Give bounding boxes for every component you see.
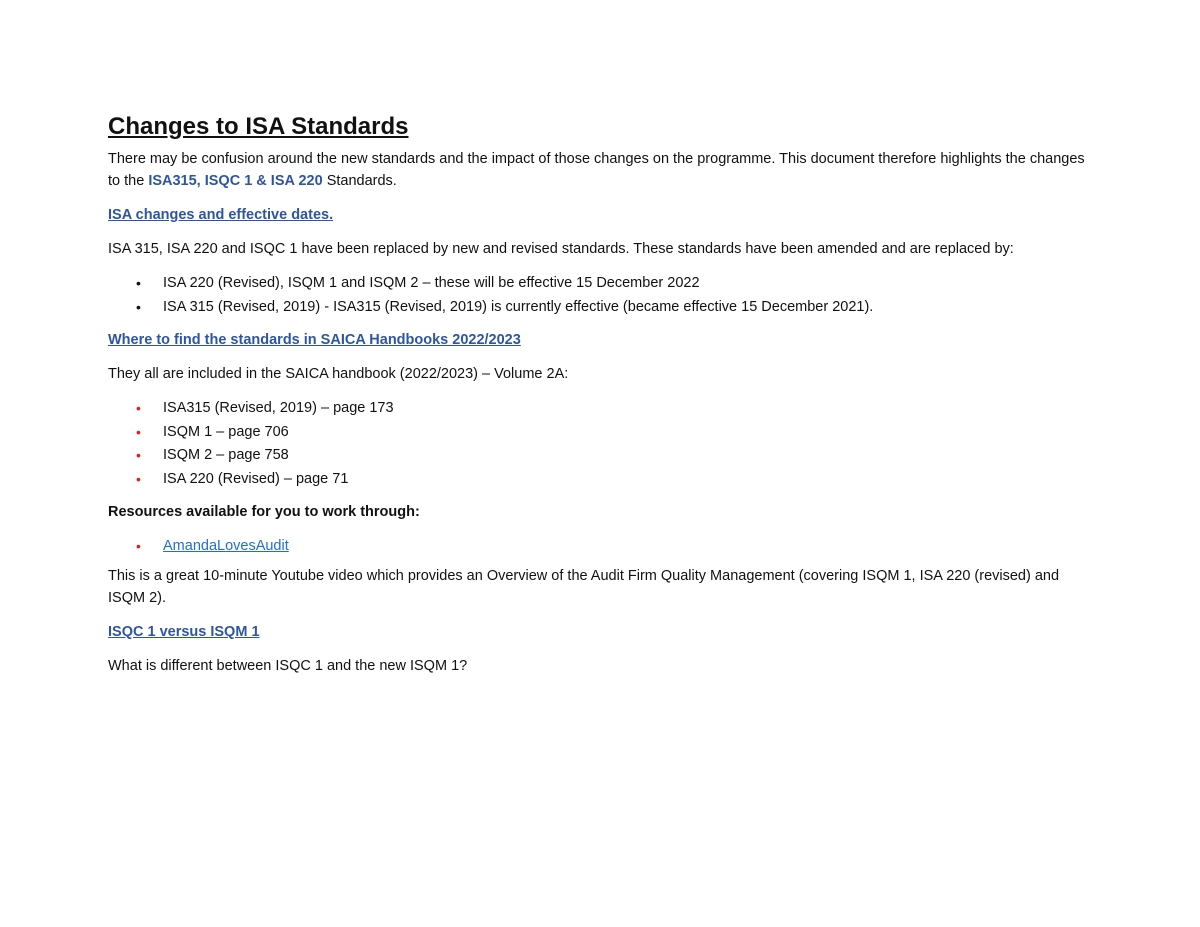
intro-highlight-standards: ISA315, ISQC 1 & ISA 220: [148, 173, 323, 189]
bullet-icon: •: [136, 423, 141, 440]
list-item: [108, 535, 1098, 559]
bullet-icon: •: [136, 447, 141, 463]
intro-text-part2: Standards.: [322, 173, 397, 189]
intro-text-part1: There may be confusion around the new standards and the impact of those changes on the programme. This document therefore highlights the changes to the: [108, 151, 1085, 189]
bullet-icon: •: [136, 400, 141, 416]
intro-paragraph: [108, 148, 1098, 192]
isqc-vs-isqm-link[interactable]: ISQC 1 versus ISQM 1: [108, 623, 260, 640]
saica-handbook-paragraph: They all are included in the SAICA handbook (2022/2023) – Volume 2A:: [108, 366, 569, 382]
page-title: Changes to ISA Standards: [108, 113, 409, 140]
document-body: [108, 112, 1098, 677]
resources-heading: Resources available for you to work through:: [108, 504, 420, 520]
list-item-text: ISQM 2 – page 758: [163, 447, 289, 463]
list-item: [108, 468, 1098, 492]
bullet-icon: •: [136, 275, 141, 291]
list-item: [108, 397, 1098, 421]
list-item-text: ISA 220 (Revised) – page 71: [163, 470, 349, 487]
isa-changes-link[interactable]: ISA changes and effective dates.: [108, 207, 334, 223]
resources-list: [108, 535, 1098, 559]
list-item: [108, 272, 1098, 296]
resource-description: This is a great 10-minute Youtube video which provides an Overview of the Audit Firm Quality Management (covering ISQM 1, ISA 220 (revised) and ISQM 2).: [108, 567, 1060, 606]
list-item-text: ISA 220 (Revised), ISQM 1 and ISQM 2 – these will be effective 15 December 2022: [163, 275, 700, 291]
isqc-vs-isqm-question: What is different between ISQC 1 and the new ISQM 1?: [108, 657, 468, 674]
list-item-text: ISA315 (Revised, 2019) – page 173: [163, 400, 394, 416]
isa-changes-paragraph: ISA 315, ISA 220 and ISQC 1 have been replaced by new and revised standards. These standards have been amended and are replaced by:: [108, 241, 1014, 257]
bullet-icon: •: [136, 298, 141, 315]
list-item: [108, 444, 1098, 468]
amandalovesaudit-link[interactable]: AmandaLovesAudit: [163, 538, 289, 554]
bullet-icon: •: [136, 470, 141, 487]
list-item: [108, 296, 1098, 320]
list-item: [108, 421, 1098, 445]
list-item-text: ISA 315 (Revised, 2019) - ISA315 (Revised, 2019) is currently effective (became effective 15 December 2021).: [163, 298, 874, 315]
bullet-icon: •: [136, 538, 141, 554]
list-item-text: ISQM 1 – page 706: [163, 423, 289, 440]
isa-changes-list: [108, 272, 1098, 319]
saica-handbooks-link[interactable]: Where to find the standards in SAICA Handbooks 2022/2023: [108, 332, 521, 348]
handbook-pages-list: [108, 397, 1098, 491]
